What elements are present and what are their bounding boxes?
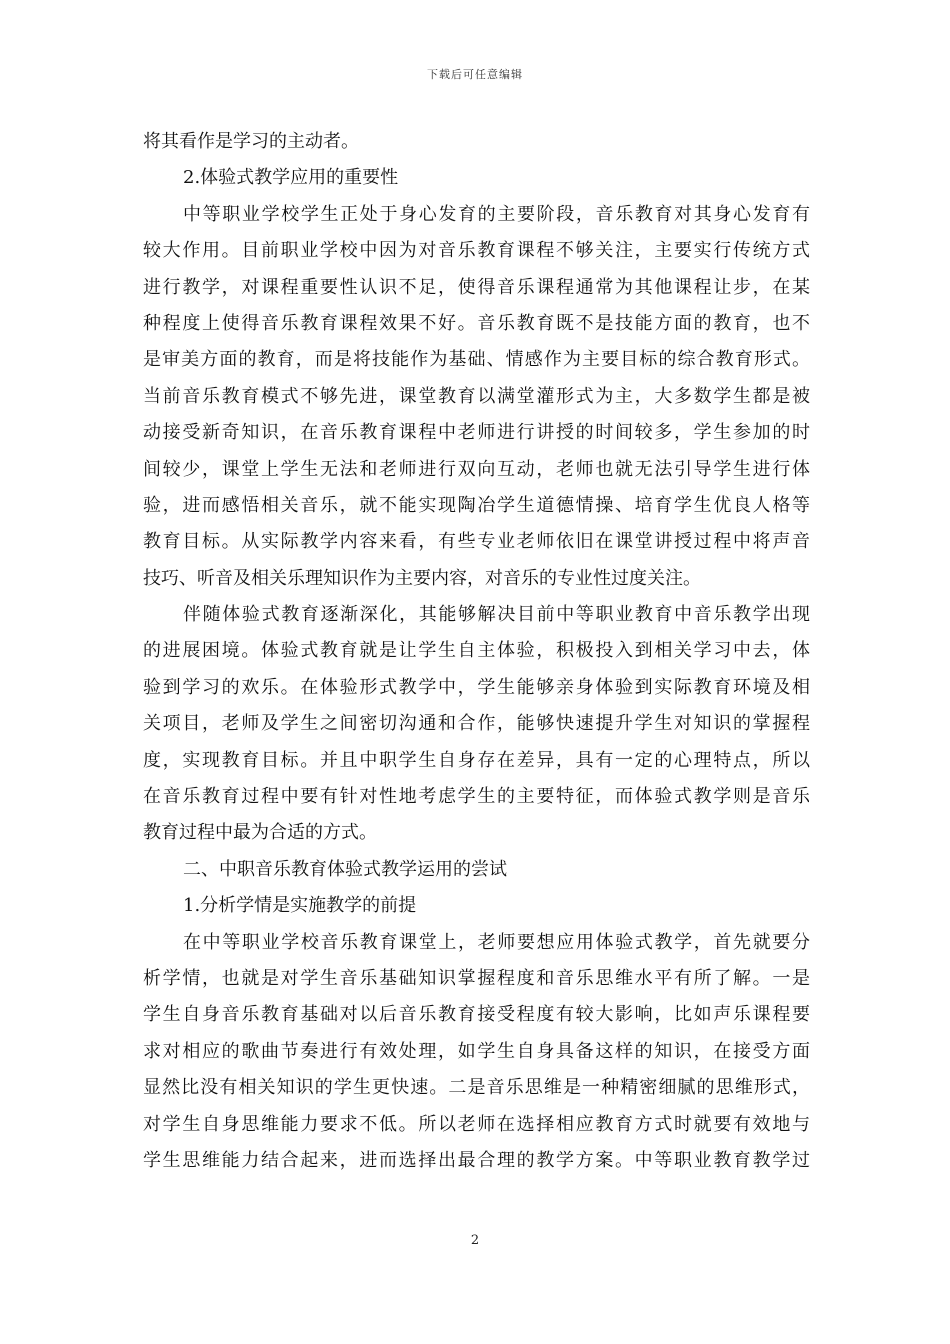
text-line: 在音乐教育过程中要有针对性地考虑学生的主要特征，而体验式教学则是音乐 (143, 786, 810, 808)
page-header: 下载后可任意编辑 (427, 68, 523, 81)
document-body (143, 124, 810, 1179)
text-line: 将其看作是学习的主动者。 (143, 131, 359, 152)
text-line: 2.体验式教学应用的重要性 (183, 167, 399, 189)
text-line: 动接受新奇知识，在音乐教育课程中老师进行讲授的时间较多，学生参加的时 (143, 422, 810, 444)
text-line: 验，进而感悟相关音乐，就不能实现陶冶学生道德情操、培育学生优良人格等 (143, 494, 810, 516)
text-line: 教育过程中最为合适的方式。 (143, 822, 377, 844)
text-line: 求对相应的歌曲节奏进行有效处理，如学生自身具备这样的知识，在接受方面 (143, 1040, 810, 1062)
text-line: 的进展困境。体验式教育就是让学生自主体验，积极投入到相关学习中去，体 (143, 640, 810, 662)
text-line: 显然比没有相关知识的学生更快速。二是音乐思维是一种精密细腻的思维形式， (143, 1077, 810, 1099)
text-line: 间较少，课堂上学生无法和老师进行双向互动，老师也就无法引导学生进行体 (143, 458, 810, 480)
page-number: 2 (470, 1233, 480, 1248)
text-line: 较大作用。目前职业学校中因为对音乐教育课程不够关注，主要实行传统方式 (143, 240, 810, 262)
text-line: 是审美方面的教育，而是将技能作为基础、情感作为主要目标的综合教育形式。 (143, 349, 810, 371)
text-line: 验到学习的欢乐。在体验形式教学中，学生能够亲身体验到实际教育环境及相 (143, 676, 810, 698)
text-line: 关项目，老师及学生之间密切沟通和合作，能够快速提升学生对知识的掌握程 (143, 713, 810, 735)
text-line: 进行教学，对课程重要性认识不足，使得音乐课程通常为其他课程让步，在某 (143, 276, 810, 298)
text-line: 对学生自身思维能力要求不低。所以老师在选择相应教育方式时就要有效地与 (143, 1113, 810, 1135)
text-line: 二、中职音乐教育体验式教学运用的尝试 (183, 858, 507, 880)
text-line: 种程度上使得音乐教育课程效果不好。音乐教育既不是技能方面的教育，也不 (143, 312, 810, 334)
text-line: 技巧、听音及相关乐理知识作为主要内容，对音乐的专业性过度关注。 (143, 567, 701, 589)
text-line: 在中等职业学校音乐教育课堂上，老师要想应用体验式教学，首先就要分 (183, 931, 810, 953)
text-line: 1.分析学情是实施教学的前提 (183, 895, 417, 917)
text-line: 学生思维能力结合起来，进而选择出最合理的教学方案。中等职业教育教学过 (143, 1149, 810, 1171)
text-line: 当前音乐教育模式不够先进，课堂教育以满堂灌形式为主，大多数学生都是被 (143, 385, 810, 407)
text-line: 学生自身音乐教育基础对以后音乐教育接受程度有较大影响，比如声乐课程要 (143, 1004, 810, 1026)
text-line: 教育目标。从实际教学内容来看，有些专业老师依旧在课堂讲授过程中将声音 (143, 531, 810, 553)
text-line: 度，实现教育目标。并且中职学生自身存在差异，具有一定的心理特点，所以 (143, 749, 810, 771)
text-line: 伴随体验式教育逐渐深化，其能够解决目前中等职业教育中音乐教学出现 (183, 604, 810, 626)
text-line: 析学情，也就是对学生音乐基础知识掌握程度和音乐思维水平有所了解。一是 (143, 967, 810, 989)
text-line: 中等职业学校学生正处于身心发育的主要阶段，音乐教育对其身心发育有 (183, 203, 810, 225)
